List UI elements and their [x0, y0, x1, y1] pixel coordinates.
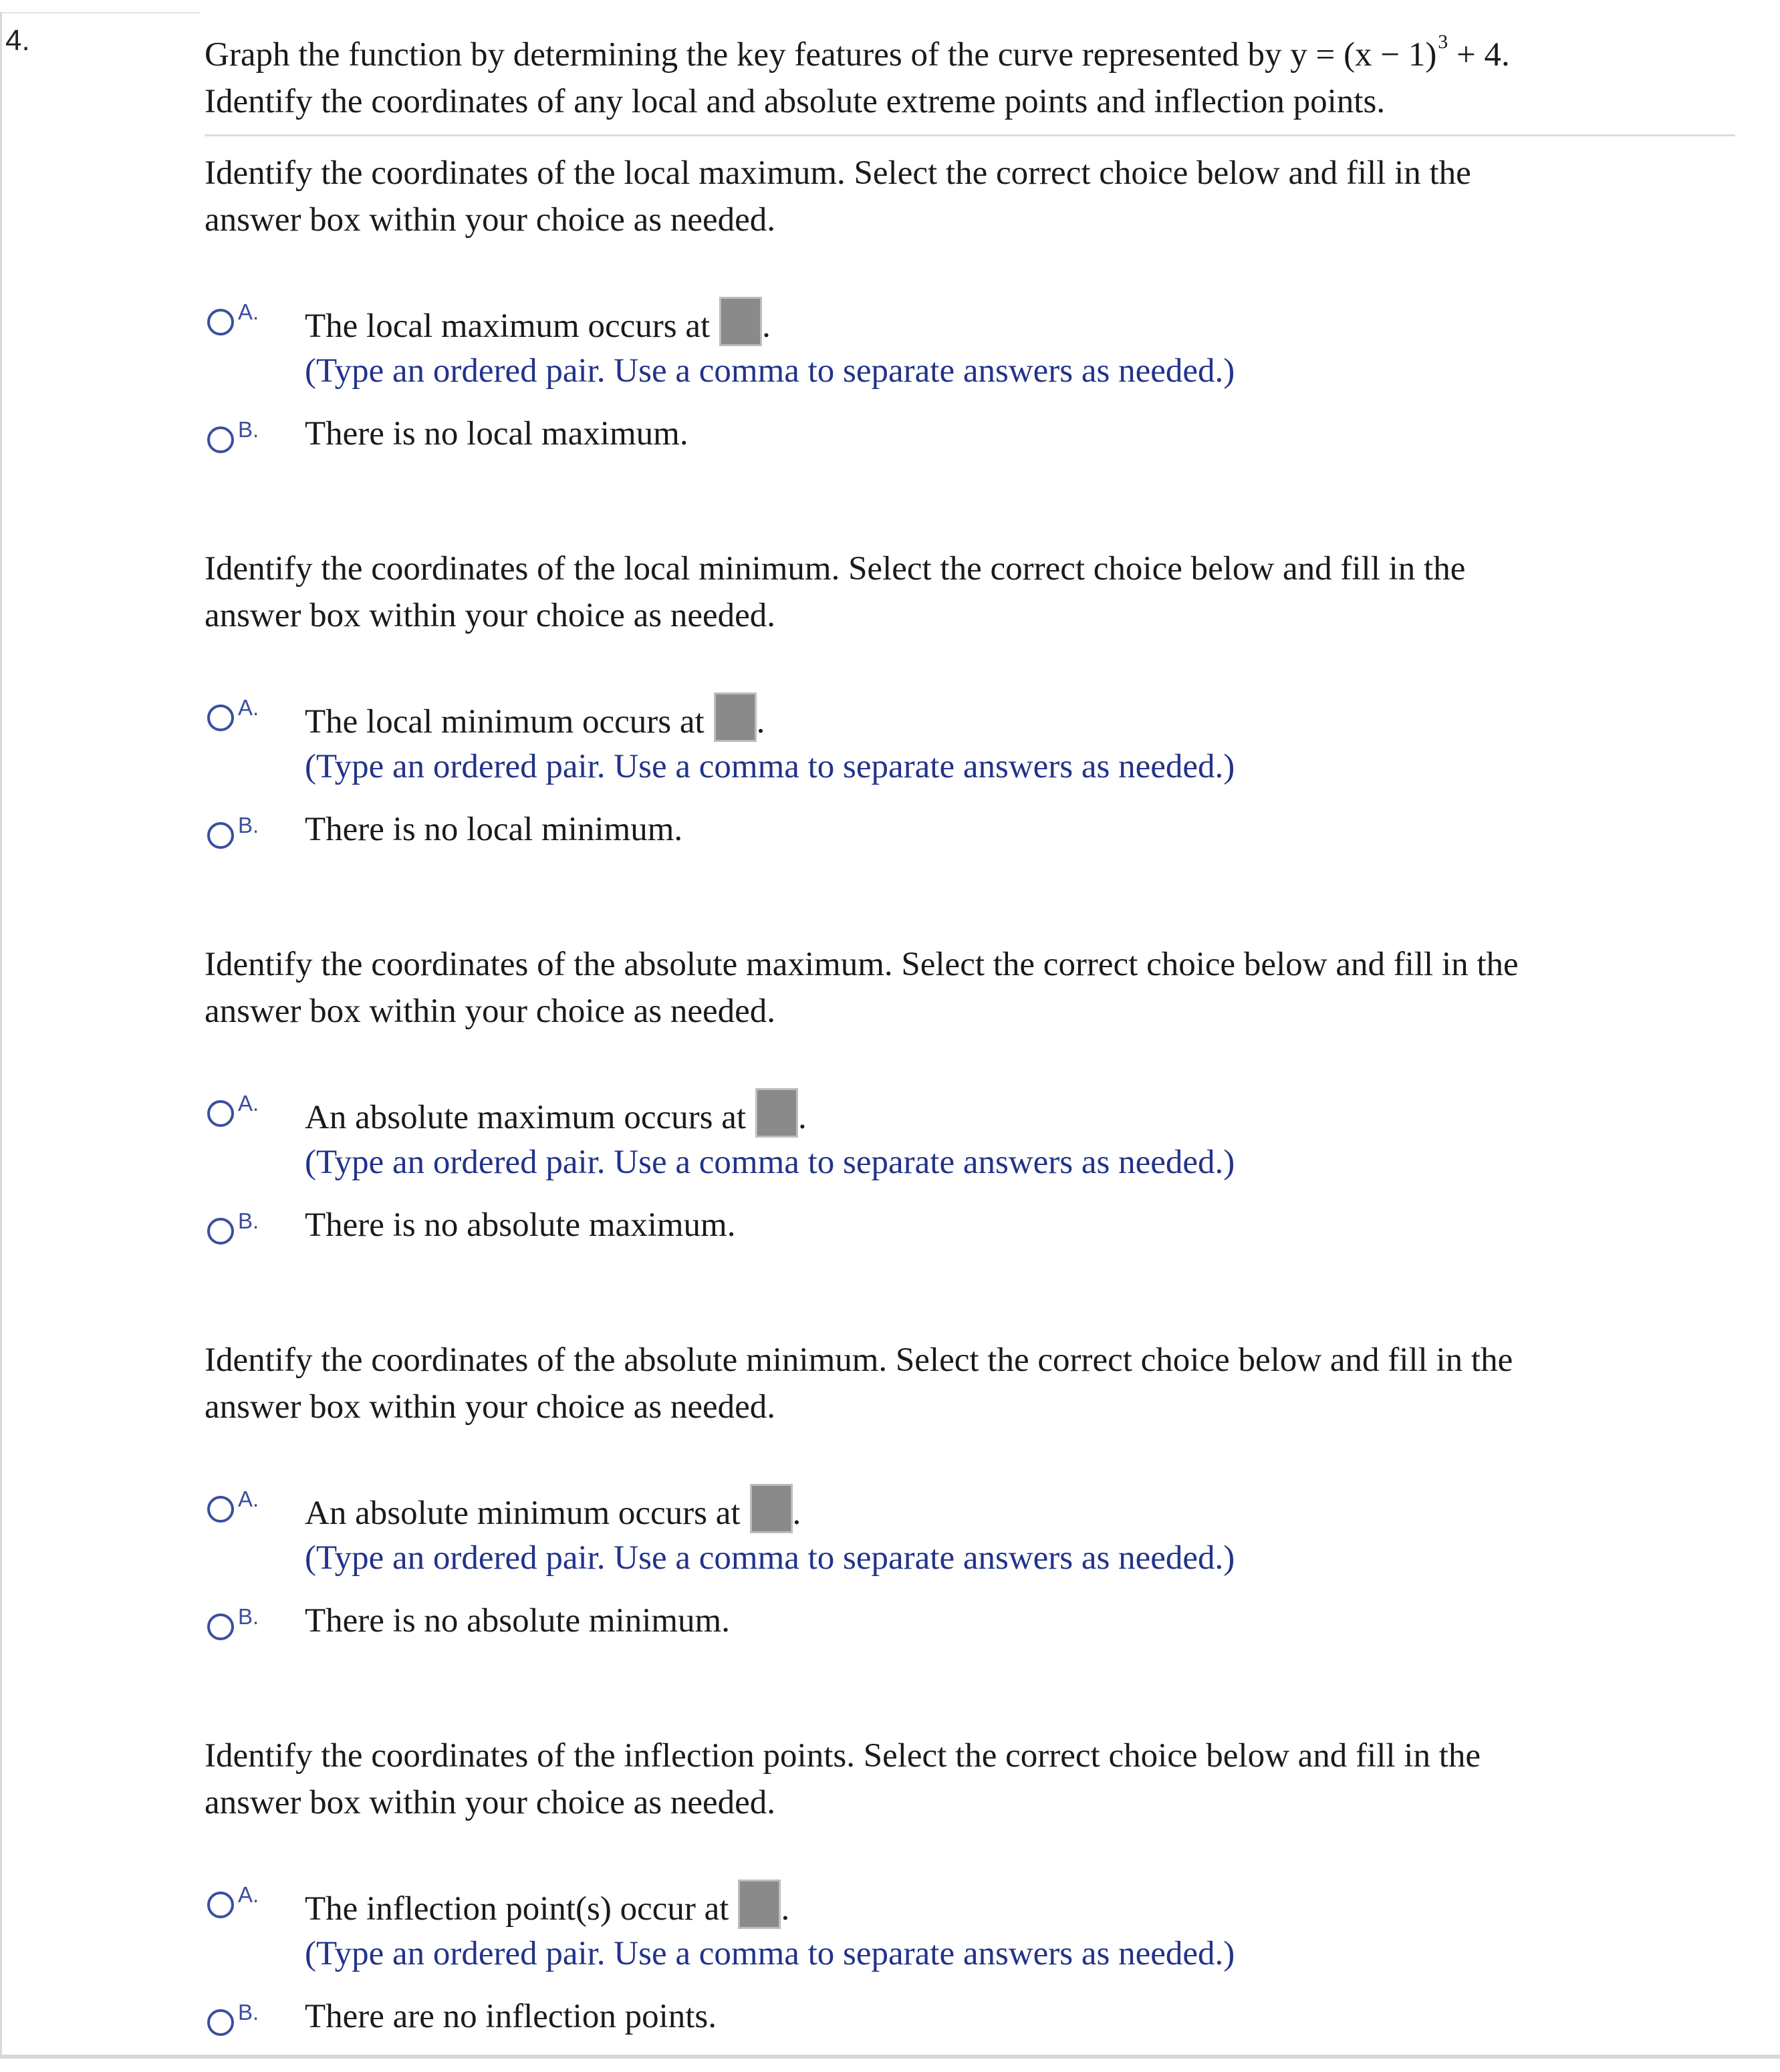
answer-format-hint: (Type an ordered pair. Use a comma to separate answers as needed.) — [305, 352, 1235, 390]
question-part — [205, 1337, 1742, 1676]
option-a-letter: A. — [238, 1486, 259, 1511]
option-a-label: The inflection point(s) occur at — [305, 1890, 729, 1928]
option-a-radio[interactable] — [207, 704, 234, 731]
option-b-label: There is no local minimum. — [305, 811, 683, 848]
option-b-letter: B. — [238, 813, 259, 837]
option-b-letter: B. — [238, 2000, 259, 2025]
option-b-radio[interactable] — [207, 822, 234, 849]
option-a-radio[interactable] — [207, 1100, 234, 1127]
option-a-letter: A. — [238, 1882, 259, 1907]
answer-input-box[interactable] — [738, 1880, 781, 1929]
option-a-letter: A. — [238, 695, 259, 720]
option-a-text-row — [305, 692, 765, 742]
choice-list — [205, 295, 1742, 489]
option-b-radio[interactable] — [207, 426, 234, 453]
function-statement-end: + 4. — [1448, 36, 1510, 74]
option-a-period: . — [792, 1495, 801, 1532]
prompt-line-2: answer box within your choice as needed. — [205, 993, 775, 1030]
option-a-period: . — [781, 1890, 790, 1928]
question-part — [205, 941, 1742, 1281]
question-part — [205, 1732, 1742, 2072]
answer-input-box[interactable] — [755, 1088, 798, 1138]
choice-list — [205, 1878, 1742, 2072]
option-a-period: . — [798, 1099, 807, 1136]
option-b-label: There is no local maximum. — [305, 415, 688, 452]
option-a-label: An absolute minimum occurs at — [305, 1495, 741, 1532]
option-b-label: There are no inflection points. — [305, 1998, 717, 2035]
part-prompt — [205, 1337, 1742, 1430]
option-a-text-row — [305, 1088, 807, 1138]
answer-input-box[interactable] — [719, 297, 762, 346]
part-prompt — [205, 150, 1742, 243]
answer-format-hint: (Type an ordered pair. Use a comma to separate answers as needed.) — [305, 1935, 1235, 1972]
intro-line-1 — [205, 19, 1742, 78]
option-a-period: . — [762, 307, 771, 345]
choice-list — [205, 1087, 1742, 1281]
prompt-line-2: answer box within your choice as needed. — [205, 201, 775, 239]
option-b-letter: B. — [238, 417, 259, 442]
prompt-line-1: Identify the coordinates of the local maximum. Select the correct choice below and fill in the — [205, 154, 1471, 192]
option-a-text-row — [305, 1880, 789, 1929]
part-prompt — [205, 941, 1742, 1035]
option-a-label: An absolute maximum occurs at — [305, 1099, 747, 1136]
option-a-text-row — [305, 1484, 801, 1533]
question-intro — [205, 19, 1742, 125]
option-a-letter: A. — [238, 1091, 259, 1116]
function-exponent: 3 — [1438, 31, 1448, 53]
option-b-letter: B. — [238, 1208, 259, 1233]
top-rule — [0, 12, 201, 13]
option-a-label: The local maximum occurs at — [305, 307, 711, 345]
option-a-letter: A. — [238, 299, 259, 324]
question-parts — [205, 150, 1742, 2072]
answer-input-box[interactable] — [750, 1484, 793, 1533]
option-b-radio[interactable] — [207, 1613, 234, 1640]
part-prompt — [205, 1732, 1742, 1826]
intro-line-2: Identify the coordinates of any local and absolute extreme points and inflection points. — [205, 83, 1386, 120]
part-prompt — [205, 545, 1742, 639]
choice-list — [205, 1482, 1742, 1676]
question-number: 4. — [5, 24, 30, 57]
option-a-radio[interactable] — [207, 1892, 234, 1918]
option-a-radio[interactable] — [207, 309, 234, 336]
function-statement: Graph the function by determining the key features of the curve represented by y = (x − 1) — [205, 36, 1437, 74]
option-a-text-row — [305, 297, 771, 346]
prompt-line-1: Identify the coordinates of the inflection points. Select the correct choice below and fill in the — [205, 1737, 1481, 1775]
answer-input-box[interactable] — [714, 692, 757, 742]
option-a-radio[interactable] — [207, 1496, 234, 1523]
answer-format-hint: (Type an ordered pair. Use a comma to separate answers as needed.) — [305, 748, 1235, 785]
answer-format-hint: (Type an ordered pair. Use a comma to separate answers as needed.) — [305, 1539, 1235, 1577]
question-content — [205, 19, 1742, 2072]
choice-list — [205, 691, 1742, 885]
prompt-line-2: answer box within your choice as needed. — [205, 597, 775, 634]
prompt-line-2: answer box within your choice as needed. — [205, 1388, 775, 1426]
prompt-line-1: Identify the coordinates of the absolute maximum. Select the correct choice below and fill in the — [205, 946, 1519, 983]
option-b-letter: B. — [238, 1604, 259, 1629]
option-b-label: There is no absolute minimum. — [305, 1602, 730, 1640]
option-b-radio[interactable] — [207, 1218, 234, 1245]
question-part — [205, 545, 1742, 885]
option-a-period: . — [756, 703, 765, 741]
question-part — [205, 150, 1742, 489]
intro-divider — [205, 134, 1735, 136]
option-b-label: There is no absolute maximum. — [305, 1206, 736, 1244]
prompt-line-1: Identify the coordinates of the local minimum. Select the correct choice below and fill in the — [205, 550, 1466, 588]
option-b-radio[interactable] — [207, 2009, 234, 2036]
left-frame-border — [0, 12, 2, 2059]
prompt-line-1: Identify the coordinates of the absolute minimum. Select the correct choice below and fill in the — [205, 1341, 1513, 1379]
prompt-line-2: answer box within your choice as needed. — [205, 1784, 775, 1821]
option-a-label: The local minimum occurs at — [305, 703, 705, 741]
answer-format-hint: (Type an ordered pair. Use a comma to separate answers as needed.) — [305, 1144, 1235, 1181]
